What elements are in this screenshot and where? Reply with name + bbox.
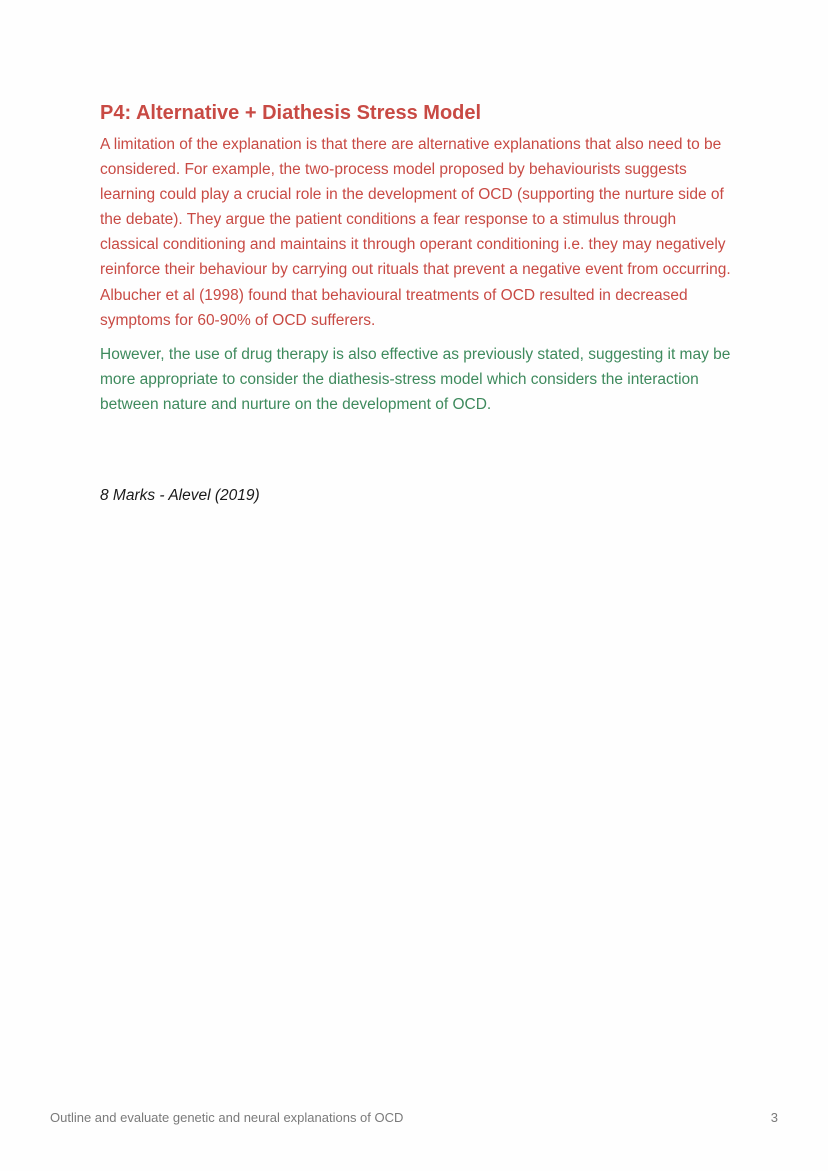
counterpoint-paragraph: However, the use of drug therapy is also effective as previously stated, suggesting it may be more appropriate to consider the diathesis-stress model which considers the interaction between nature and nurture on the development of OCD. (100, 345, 731, 413)
section-heading: P4: Alternative + Diathesis Stress Model (100, 102, 482, 124)
limitation-paragraph: A limitation of the explanation is that there are alternative explanations that also need to be considered. For example, the two-process model proposed by behaviourists suggests learning could play a crucial role in the development of OCD (supporting the nurture side of the debate). They argue the patient conditions a fear response to a stimulus through classical conditioning and maintains it through operant conditioning i.e. they may negatively reinforce their behaviour by carrying out rituals that prevent a negative event from occurring. Albucher et al (1998) found that behavioural treatments of OCD resulted in decreased symptoms for 60-90% of OCD sufferers. (100, 136, 731, 329)
source-note: 8 Marks - Alevel (2019) (100, 487, 260, 504)
footer-title: Outline and evaluate genetic and neural explanations of OCD (50, 1110, 404, 1125)
essay-section (100, 101, 732, 417)
page-number: 3 (770, 1110, 778, 1125)
